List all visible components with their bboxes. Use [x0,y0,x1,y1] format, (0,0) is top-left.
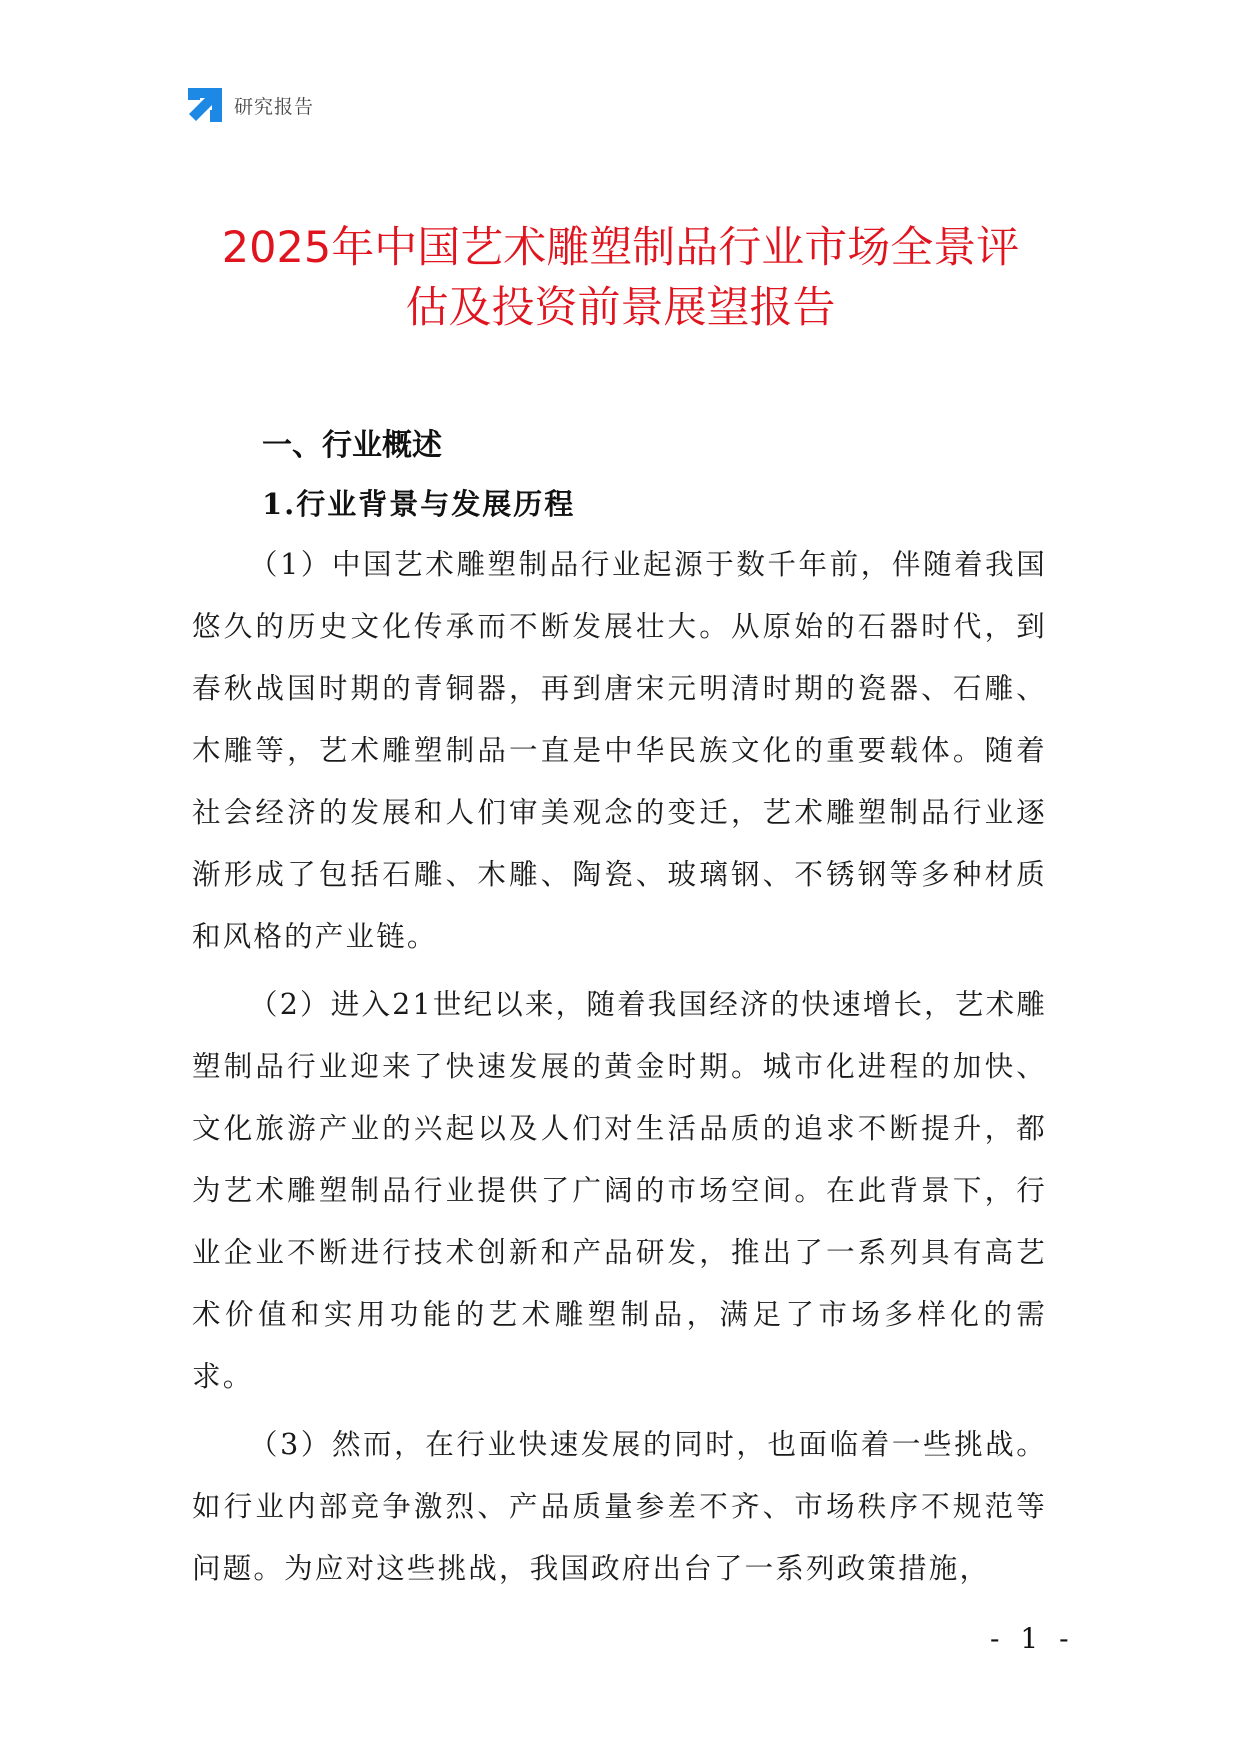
title-line-2: 估及投资前景展望报告 [405,283,836,333]
report-header [188,88,314,122]
report-title [150,218,1091,338]
body-text [192,534,1047,1606]
header-label: 研究报告 [234,95,315,118]
section-heading: 一、行业概述 [262,428,442,463]
paragraph-1: （1）中国艺术雕塑制品行业起源于数千年前，伴随着我国悠久的历史文化传承而不断发展壮大。从原始的石器时代，到春秋战国时期的青铜器，再到唐宋元明清时期的瓷器、石雕、木雕等，艺术雕塑制品一直是中华民族文化的重要载体。随着社会经济的发展和人们审美观念的变迁，艺术雕塑制品行业逐渐形成了包括石雕、木雕、陶瓷、玻璃钢、不锈钢等多种材质和风格的产业链。 [192,548,1047,953]
paragraph-2: （2）进入21世纪以来，随着我国经济的快速增长，艺术雕塑制品行业迎来了快速发展的黄金时期。城市化进程的加快、文化旅游产业的兴起以及人们对生活品质的追求不断提升，都为艺术雕塑制品行业提供了广阔的市场空间。在此背景下，行业企业不断进行技术创新和产品研发，推出了一系列具有高艺术价值和实用功能的艺术雕塑制品，满足了市场多样化的需求。 [192,988,1047,1393]
paragraph-3: （3）然而，在行业快速发展的同时，也面临着一些挑战。如行业内部竞争激烈、产品质量参差不齐、市场秩序不规范等问题。为应对这些挑战，我国政府出台了一系列政策措施， [192,1428,1047,1585]
title-line-1: 2025年中国艺术雕塑制品行业市场全景评 [221,223,1020,273]
arrow-up-right-icon [188,88,222,122]
page-number: - 1 - [990,1622,1075,1655]
sub-heading: 1.行业背景与发展历程 [262,487,576,521]
